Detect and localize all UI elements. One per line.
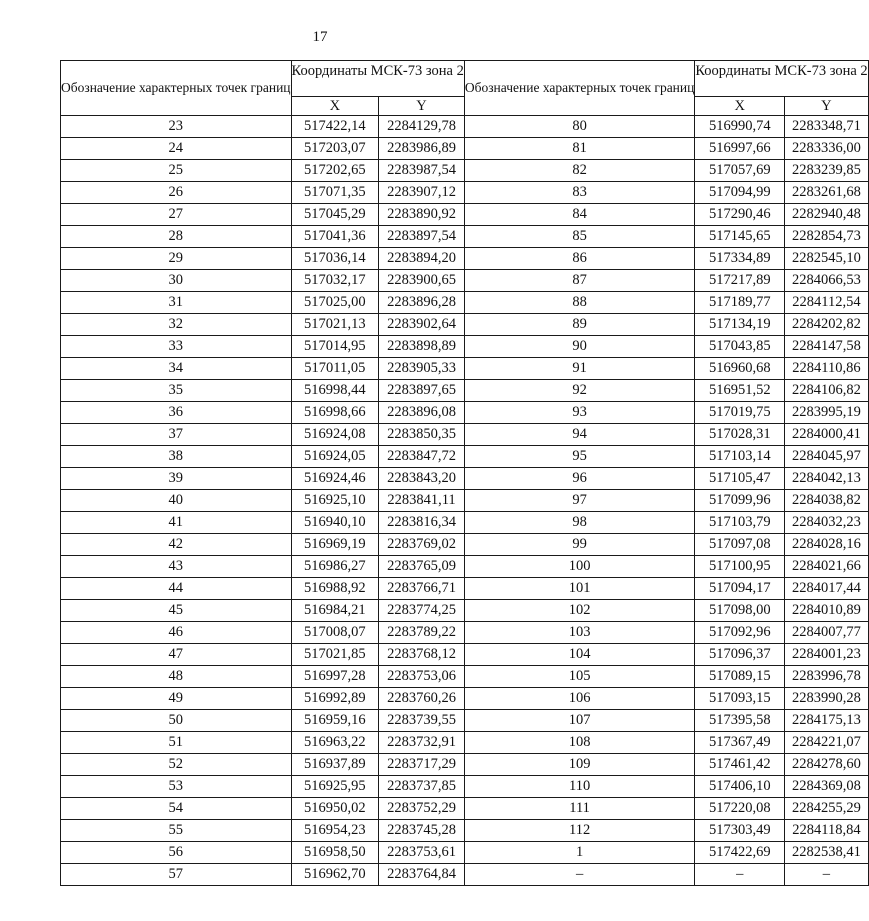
x-value-right: 517105,47 — [695, 468, 785, 490]
x-value-right: 517089,15 — [695, 666, 785, 688]
y-value-right: 2284021,66 — [785, 556, 869, 578]
table-row — [61, 534, 869, 556]
point-number-right: 84 — [464, 204, 695, 226]
x-value-left: 516988,92 — [291, 578, 379, 600]
x-value-left: 517036,14 — [291, 248, 379, 270]
x-value-right: 517093,15 — [695, 688, 785, 710]
point-number-right: 99 — [464, 534, 695, 556]
y-value-right: 2284118,84 — [785, 820, 869, 842]
point-number-right: 89 — [464, 314, 695, 336]
table-row — [61, 204, 869, 226]
point-number-left: 42 — [61, 534, 292, 556]
x-value-right: 517100,95 — [695, 556, 785, 578]
x-value-left: 516997,28 — [291, 666, 379, 688]
y-value-right: 2284045,97 — [785, 446, 869, 468]
point-number-right: 103 — [464, 622, 695, 644]
point-number-left: 52 — [61, 754, 292, 776]
table-row — [61, 732, 869, 754]
y-value-left: 2283900,65 — [379, 270, 465, 292]
x-value-left: 517045,29 — [291, 204, 379, 226]
y-value-left: 2283843,20 — [379, 468, 465, 490]
y-value-left: 2283769,02 — [379, 534, 465, 556]
x-value-right: 517098,00 — [695, 600, 785, 622]
point-number-left: 30 — [61, 270, 292, 292]
point-number-right: 104 — [464, 644, 695, 666]
table-row — [61, 754, 869, 776]
y-value-left: 2283841,11 — [379, 490, 465, 512]
x-value-right: 517290,46 — [695, 204, 785, 226]
y-value-left: 2283774,25 — [379, 600, 465, 622]
x-value-right: 516990,74 — [695, 116, 785, 138]
point-number-right: 81 — [464, 138, 695, 160]
x-value-left: 517008,07 — [291, 622, 379, 644]
y-value-right: 2283996,78 — [785, 666, 869, 688]
y-value-left: 2283896,28 — [379, 292, 465, 314]
table-row — [61, 270, 869, 292]
x-value-right: 517217,89 — [695, 270, 785, 292]
y-value-right: 2283239,85 — [785, 160, 869, 182]
x-value-right: 517028,31 — [695, 424, 785, 446]
x-value-left: 516924,08 — [291, 424, 379, 446]
y-value-left: 2283789,22 — [379, 622, 465, 644]
y-value-left: 2283897,65 — [379, 380, 465, 402]
x-value-left: 517021,13 — [291, 314, 379, 336]
x-value-left: 516925,10 — [291, 490, 379, 512]
y-value-left: 2283766,71 — [379, 578, 465, 600]
table-row — [61, 512, 869, 534]
y-value-left: 2283753,61 — [379, 842, 465, 864]
point-number-left: 28 — [61, 226, 292, 248]
y-value-right: 2284221,07 — [785, 732, 869, 754]
x-value-left: 516950,02 — [291, 798, 379, 820]
point-number-right: 109 — [464, 754, 695, 776]
y-value-right: 2284032,23 — [785, 512, 869, 534]
point-number-left: 55 — [61, 820, 292, 842]
point-number-left: 45 — [61, 600, 292, 622]
header-point-label-left: Обозначение характерных точек границ — [61, 61, 292, 116]
x-value-right: 517461,42 — [695, 754, 785, 776]
x-value-right: 517057,69 — [695, 160, 785, 182]
x-value-right: 517134,19 — [695, 314, 785, 336]
table-row — [61, 248, 869, 270]
x-value-right: 517096,37 — [695, 644, 785, 666]
point-number-left: 32 — [61, 314, 292, 336]
y-value-left: 2283816,34 — [379, 512, 465, 534]
table-row — [61, 688, 869, 710]
point-number-right: 102 — [464, 600, 695, 622]
point-number-left: 53 — [61, 776, 292, 798]
y-value-right: 2284007,77 — [785, 622, 869, 644]
header-x-right: X — [695, 97, 785, 116]
y-value-left: 2283732,91 — [379, 732, 465, 754]
y-value-right: 2284278,60 — [785, 754, 869, 776]
y-value-left: 2283768,12 — [379, 644, 465, 666]
x-value-left: 517202,65 — [291, 160, 379, 182]
x-value-right: 517145,65 — [695, 226, 785, 248]
y-value-left: 2283986,89 — [379, 138, 465, 160]
table-row — [61, 314, 869, 336]
point-number-right: 94 — [464, 424, 695, 446]
x-value-left: 517422,14 — [291, 116, 379, 138]
point-number-left: 24 — [61, 138, 292, 160]
x-value-right: 517099,96 — [695, 490, 785, 512]
point-number-left: 57 — [61, 864, 292, 886]
y-value-left: 2283745,28 — [379, 820, 465, 842]
point-number-left: 29 — [61, 248, 292, 270]
x-value-right: 517406,10 — [695, 776, 785, 798]
y-value-right: 2284000,41 — [785, 424, 869, 446]
x-value-right: 517367,49 — [695, 732, 785, 754]
y-value-left: 2283753,06 — [379, 666, 465, 688]
point-number-left: 23 — [61, 116, 292, 138]
table-row — [61, 160, 869, 182]
x-value-right: 517092,96 — [695, 622, 785, 644]
point-number-left: 43 — [61, 556, 292, 578]
table-row — [61, 578, 869, 600]
x-value-left: 517203,07 — [291, 138, 379, 160]
x-value-left: 516940,10 — [291, 512, 379, 534]
table-row — [61, 402, 869, 424]
y-value-right: 2284042,13 — [785, 468, 869, 490]
y-value-left: 2283850,35 — [379, 424, 465, 446]
point-number-right: 100 — [464, 556, 695, 578]
y-value-left: 2283897,54 — [379, 226, 465, 248]
point-number-right: 82 — [464, 160, 695, 182]
x-value-right: 517097,08 — [695, 534, 785, 556]
point-number-left: 27 — [61, 204, 292, 226]
point-number-right: 87 — [464, 270, 695, 292]
x-value-left: 516986,27 — [291, 556, 379, 578]
x-value-right: 517043,85 — [695, 336, 785, 358]
point-number-right: 1 — [464, 842, 695, 864]
y-value-left: 2283737,85 — [379, 776, 465, 798]
y-value-right: 2283990,28 — [785, 688, 869, 710]
x-value-right: – — [695, 864, 785, 886]
y-value-right: 2284001,23 — [785, 644, 869, 666]
x-value-right: 516951,52 — [695, 380, 785, 402]
x-value-left: 516954,23 — [291, 820, 379, 842]
y-value-right: 2284017,44 — [785, 578, 869, 600]
table-row — [61, 842, 869, 864]
point-number-left: 54 — [61, 798, 292, 820]
x-value-left: 517041,36 — [291, 226, 379, 248]
table-row — [61, 710, 869, 732]
y-value-right: 2284038,82 — [785, 490, 869, 512]
x-value-left: 516924,46 — [291, 468, 379, 490]
x-value-right: 517422,69 — [695, 842, 785, 864]
x-value-right: 517189,77 — [695, 292, 785, 314]
point-number-left: 56 — [61, 842, 292, 864]
y-value-right: 2284112,54 — [785, 292, 869, 314]
point-number-right: 105 — [464, 666, 695, 688]
x-value-right: 516997,66 — [695, 138, 785, 160]
point-number-right: 101 — [464, 578, 695, 600]
x-value-left: 516962,70 — [291, 864, 379, 886]
point-number-left: 51 — [61, 732, 292, 754]
header-coords-label-right: Координаты МСК-73 зона 2 — [695, 61, 868, 97]
point-number-left: 38 — [61, 446, 292, 468]
y-value-right: 2284106,82 — [785, 380, 869, 402]
point-number-left: 26 — [61, 182, 292, 204]
point-number-left: 41 — [61, 512, 292, 534]
y-value-right: 2283995,19 — [785, 402, 869, 424]
point-number-left: 49 — [61, 688, 292, 710]
point-number-left: 46 — [61, 622, 292, 644]
header-x-left: X — [291, 97, 379, 116]
table-row — [61, 644, 869, 666]
x-value-left: 516958,50 — [291, 842, 379, 864]
y-value-right: 2282940,48 — [785, 204, 869, 226]
x-value-right: 517094,17 — [695, 578, 785, 600]
x-value-right: 517019,75 — [695, 402, 785, 424]
coordinates-table — [60, 60, 869, 886]
y-value-right: 2284066,53 — [785, 270, 869, 292]
point-number-left: 40 — [61, 490, 292, 512]
y-value-right: 2284175,13 — [785, 710, 869, 732]
point-number-right: 96 — [464, 468, 695, 490]
y-value-right: 2283348,71 — [785, 116, 869, 138]
x-value-right: 516960,68 — [695, 358, 785, 380]
x-value-right: 517103,79 — [695, 512, 785, 534]
point-number-right: 80 — [464, 116, 695, 138]
table-row — [61, 336, 869, 358]
table-body — [61, 116, 869, 886]
x-value-left: 517021,85 — [291, 644, 379, 666]
point-number-right: 107 — [464, 710, 695, 732]
table-row — [61, 182, 869, 204]
y-value-left: 2283898,89 — [379, 336, 465, 358]
x-value-left: 516937,89 — [291, 754, 379, 776]
header-coords-label-left: Координаты МСК-73 зона 2 — [291, 61, 464, 97]
y-value-right: 2284010,89 — [785, 600, 869, 622]
table-row — [61, 798, 869, 820]
header-y-left: Y — [379, 97, 465, 116]
x-value-left: 516992,89 — [291, 688, 379, 710]
y-value-right: 2284255,29 — [785, 798, 869, 820]
y-value-left: 2283739,55 — [379, 710, 465, 732]
y-value-left: 2283907,12 — [379, 182, 465, 204]
y-value-left: 2283894,20 — [379, 248, 465, 270]
y-value-left: 2284129,78 — [379, 116, 465, 138]
y-value-right: 2284147,58 — [785, 336, 869, 358]
point-number-left: 25 — [61, 160, 292, 182]
x-value-right: 517334,89 — [695, 248, 785, 270]
x-value-left: 517014,95 — [291, 336, 379, 358]
point-number-left: 33 — [61, 336, 292, 358]
point-number-right: 93 — [464, 402, 695, 424]
point-number-left: 35 — [61, 380, 292, 402]
table-row — [61, 380, 869, 402]
y-value-right: 2284369,08 — [785, 776, 869, 798]
point-number-left: 50 — [61, 710, 292, 732]
x-value-left: 517071,35 — [291, 182, 379, 204]
table-row — [61, 292, 869, 314]
point-number-right: 111 — [464, 798, 695, 820]
y-value-left: 2283752,29 — [379, 798, 465, 820]
y-value-right: 2283336,00 — [785, 138, 869, 160]
point-number-right: 86 — [464, 248, 695, 270]
y-value-left: 2283760,26 — [379, 688, 465, 710]
y-value-left: 2283896,08 — [379, 402, 465, 424]
table-row — [61, 424, 869, 446]
point-number-right: 97 — [464, 490, 695, 512]
table-row — [61, 226, 869, 248]
point-number-left: 47 — [61, 644, 292, 666]
point-number-right: 85 — [464, 226, 695, 248]
header-y-right: Y — [785, 97, 869, 116]
point-number-right: 91 — [464, 358, 695, 380]
y-value-right: 2282854,73 — [785, 226, 869, 248]
table-row — [61, 820, 869, 842]
x-value-right: 517103,14 — [695, 446, 785, 468]
y-value-left: 2283847,72 — [379, 446, 465, 468]
table-row — [61, 666, 869, 688]
x-value-left: 516969,19 — [291, 534, 379, 556]
point-number-right: 88 — [464, 292, 695, 314]
point-number-right: 90 — [464, 336, 695, 358]
y-value-right: 2284028,16 — [785, 534, 869, 556]
x-value-left: 516924,05 — [291, 446, 379, 468]
y-value-right: 2282545,10 — [785, 248, 869, 270]
y-value-left: 2283902,64 — [379, 314, 465, 336]
x-value-right: 517303,49 — [695, 820, 785, 842]
y-value-right: – — [785, 864, 869, 886]
x-value-left: 516984,21 — [291, 600, 379, 622]
point-number-right: 95 — [464, 446, 695, 468]
point-number-right: 112 — [464, 820, 695, 842]
y-value-right: 2284202,82 — [785, 314, 869, 336]
table-row — [61, 864, 869, 886]
y-value-left: 2283890,92 — [379, 204, 465, 226]
x-value-right: 517395,58 — [695, 710, 785, 732]
point-number-right: 106 — [464, 688, 695, 710]
y-value-right: 2284110,86 — [785, 358, 869, 380]
point-number-left: 31 — [61, 292, 292, 314]
x-value-left: 516963,22 — [291, 732, 379, 754]
point-number-left: 37 — [61, 424, 292, 446]
point-number-left: 34 — [61, 358, 292, 380]
table-row — [61, 556, 869, 578]
point-number-right: 108 — [464, 732, 695, 754]
x-value-left: 517032,17 — [291, 270, 379, 292]
table-row — [61, 116, 869, 138]
y-value-left: 2283905,33 — [379, 358, 465, 380]
point-number-left: 39 — [61, 468, 292, 490]
x-value-left: 516959,16 — [291, 710, 379, 732]
table-row — [61, 776, 869, 798]
y-value-left: 2283764,84 — [379, 864, 465, 886]
point-number-left: 48 — [61, 666, 292, 688]
x-value-right: 517220,08 — [695, 798, 785, 820]
y-value-left: 2283717,29 — [379, 754, 465, 776]
table-row — [61, 138, 869, 160]
y-value-left: 2283765,09 — [379, 556, 465, 578]
point-number-right: 83 — [464, 182, 695, 204]
y-value-right: 2282538,41 — [785, 842, 869, 864]
table-row — [61, 446, 869, 468]
x-value-right: 517094,99 — [695, 182, 785, 204]
page-number: 17 — [312, 29, 328, 45]
y-value-right: 2283261,68 — [785, 182, 869, 204]
point-number-right: – — [464, 864, 695, 886]
point-number-right: 110 — [464, 776, 695, 798]
y-value-left: 2283987,54 — [379, 160, 465, 182]
point-number-right: 98 — [464, 512, 695, 534]
table-row — [61, 600, 869, 622]
x-value-left: 516925,95 — [291, 776, 379, 798]
table-row — [61, 468, 869, 490]
point-number-left: 44 — [61, 578, 292, 600]
point-number-right: 92 — [464, 380, 695, 402]
x-value-left: 516998,66 — [291, 402, 379, 424]
x-value-left: 517025,00 — [291, 292, 379, 314]
x-value-left: 516998,44 — [291, 380, 379, 402]
x-value-left: 517011,05 — [291, 358, 379, 380]
table-row — [61, 490, 869, 512]
point-number-left: 36 — [61, 402, 292, 424]
table-row — [61, 358, 869, 380]
header-point-label-right: Обозначение характерных точек границ — [464, 61, 695, 116]
table-row — [61, 622, 869, 644]
